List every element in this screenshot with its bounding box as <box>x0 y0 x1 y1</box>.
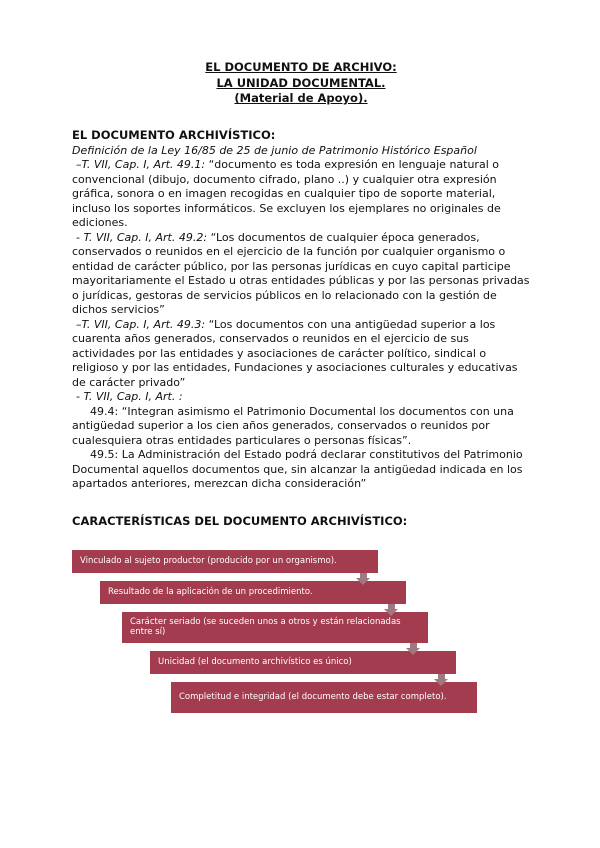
paragraph-art-49-5 <box>72 448 530 492</box>
characteristics-diagram <box>72 540 530 722</box>
diagram-step-5-label: Completitud e integridad (el documento debe estar completo). <box>179 692 447 703</box>
down-arrow-icon <box>356 573 370 585</box>
article-ref-blank: - T. VII, Cap. I, Art. : <box>76 390 183 404</box>
paragraph-art-49-1 <box>72 158 530 231</box>
paragraph-art-49-4 <box>72 405 530 449</box>
title-line-3: (Material de Apoyo). <box>234 91 368 106</box>
section-heading-documento-archivistico: EL DOCUMENTO ARCHIVÍSTICO: <box>72 127 276 142</box>
title-line-1: EL DOCUMENTO DE ARCHIVO: <box>205 60 397 74</box>
section-heading-caracteristicas: CARACTERÍSTICAS DEL DOCUMENTO ARCHIVÍSTICO: <box>72 513 408 528</box>
article-ref-49-1: –T. VII, Cap. I, Art. 49.1: <box>76 158 206 172</box>
article-text-49-1: “documento es toda expresión en lenguaje natural o convencional (dibujo, documento cifrado, plano ..) y cualquier otra expresión gráfica, sonora o en imagen recogidas en cualquier tipo de soporte material, incluso los soportes informáticos. Se excluyen los ejemplares no originales de ediciones. <box>72 158 501 230</box>
diagram-step-3 <box>122 612 428 643</box>
diagram-step-4-label: Unicidad (el documento archivístico es único) <box>158 657 352 668</box>
article-text-49-5: 49.5: La Administración del Estado podrá declarar constitutivos del Patrimonio Documental aquellos documentos que, sin alcanzar la antigüedad indicada en los apartados anteriores, merezcan dicha consideración” <box>72 448 523 491</box>
down-arrow-icon <box>406 643 420 655</box>
paragraph-art-ref <box>72 390 530 405</box>
title-line-2: LA UNIDAD DOCUMENTAL. <box>216 75 386 90</box>
article-ref-49-2: - T. VII, Cap. I, Art. 49.2: <box>76 230 208 244</box>
diagram-step-3-label: Carácter seriado (se suceden unos a otros y están relacionadas entre sí) <box>130 616 401 638</box>
diagram-step-1 <box>72 550 378 573</box>
article-text-49-3: “Los documentos con una antigüedad superior a los cuarenta años generados, conservados o reunidos en el ejercicio de sus actividades por las entidades y asociaciones de carácter político, sindical o religioso y por las entidades, Fundaciones y asociaciones culturales y educativas de carácter privado” <box>72 317 518 389</box>
diagram-step-2-label: Resultado de la aplicación de un procedimiento. <box>108 587 313 598</box>
document-title <box>72 60 530 107</box>
diagram-step-1-label: Vinculado al sujeto productor (producido por un organismo). <box>80 556 337 567</box>
article-ref-49-3: –T. VII, Cap. I, Art. 49.3: <box>76 317 206 331</box>
down-arrow-icon <box>384 604 398 616</box>
article-text-49-4: 49.4: “Integran asimismo el Patrimonio Documental los documentos con una antigüedad superior a los cien años generados, conservados o reunidos por cualesquiera otras entidades particulares o personas físicas”. <box>72 404 514 447</box>
law-definition-line: Definición de la Ley 16/85 de 25 de junio de Patrimonio Histórico Español <box>72 143 477 157</box>
diagram-step-5 <box>171 682 477 713</box>
paragraph-art-49-3 <box>72 318 530 391</box>
article-text-49-2: “Los documentos de cualquier época generados, conservados o reunidos en el ejercicio de la función por cualquier organismo o entidad de carácter público, por las personas jurídicas en cuyo capital participe mayoritariamente el Estado u otras entidades públicas y por las personas privadas o jurídicas, gestoras de servicios públicos en lo relacionado con la gestión de dichos servicios” <box>72 230 530 317</box>
paragraph-art-49-2 <box>72 231 530 318</box>
down-arrow-icon <box>434 674 448 686</box>
